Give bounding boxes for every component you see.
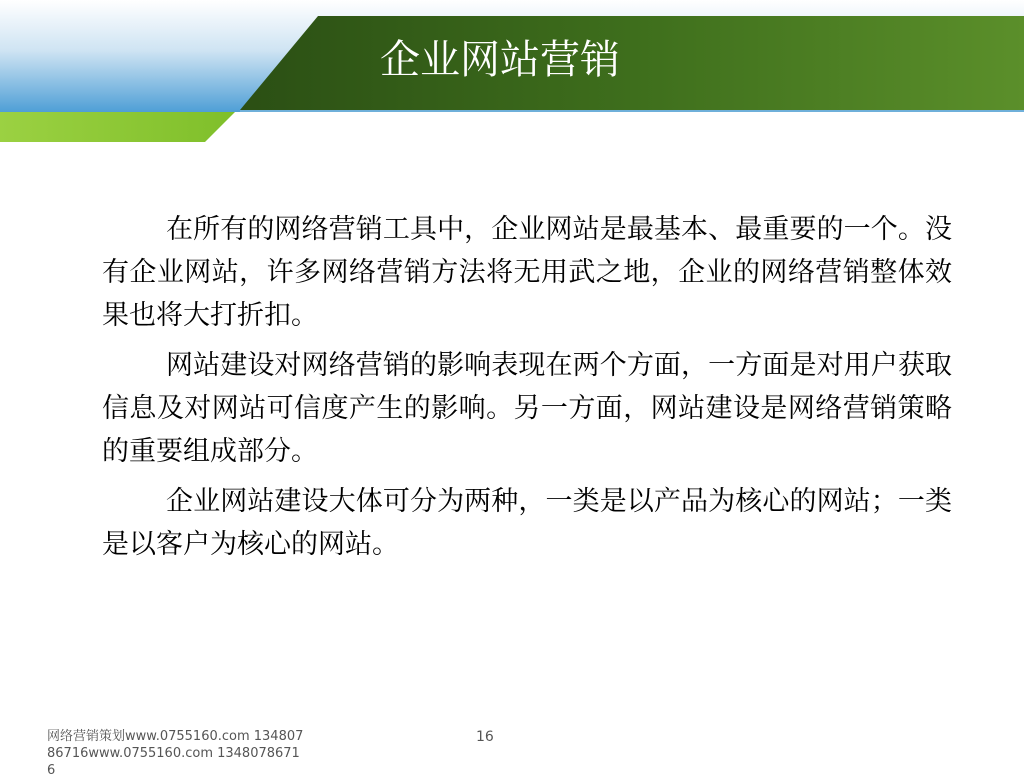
slide-title: 企业网站营销 xyxy=(380,37,620,83)
paragraph-3: 企业网站建设大体可分为两种，一类是以产品为核心的网站；一类是以客户为核心的网站。 xyxy=(102,486,952,560)
lime-accent-band xyxy=(0,112,235,142)
body-text xyxy=(102,208,952,573)
paragraph-2: 网站建设对网络营销的影响表现在两个方面，一方面是对用户获取信息及对网站可信度产生的影响。另一方面，网站建设是网络营销策略的重要组成部分。 xyxy=(102,350,952,467)
paragraph-1: 在所有的网络营销工具中，企业网站是最基本、最重要的一个。没有企业网站，许多网络营销方法将无用武之地，企业的网络营销整体效果也将大打折扣。 xyxy=(102,214,952,331)
page-number: 16 xyxy=(476,729,494,745)
footer-text: 网络营销策划www.0755160.com 13480786716www.0755160.com 13480786716 xyxy=(47,729,304,778)
